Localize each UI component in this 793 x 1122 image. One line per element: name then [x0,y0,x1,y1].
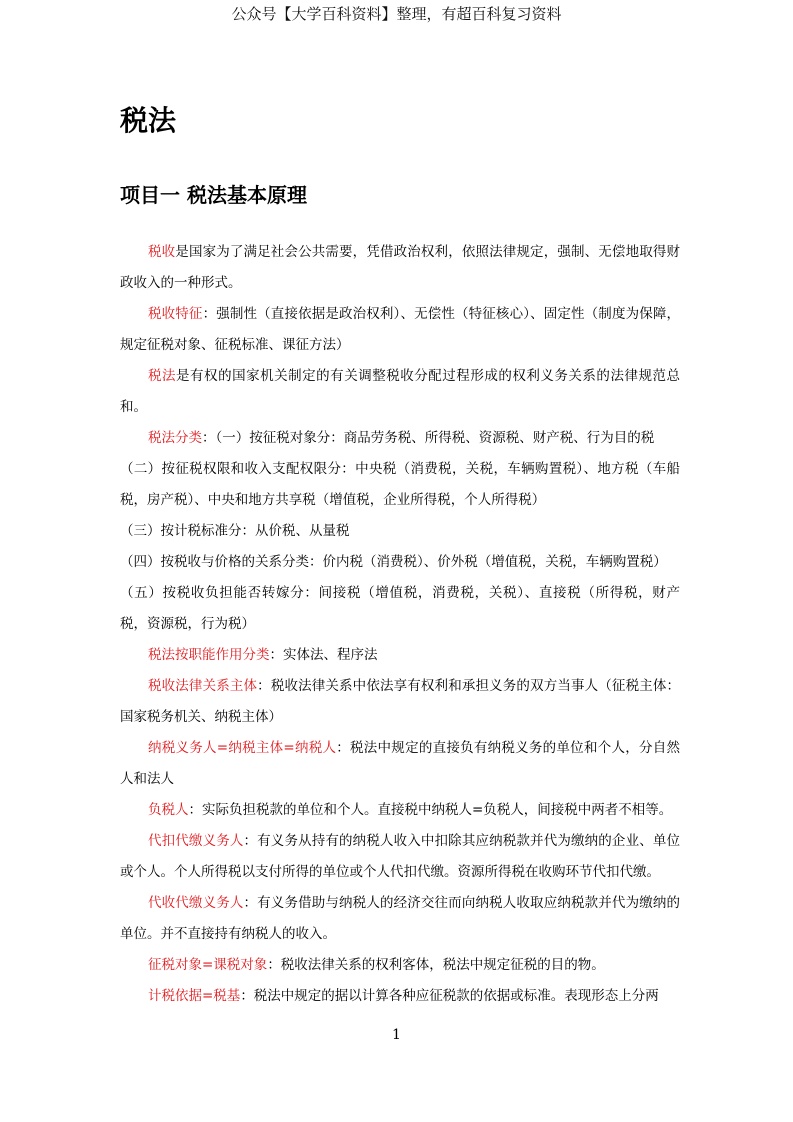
paragraph [120,547,680,578]
paragraph-text: 是国家为了满足社会公共需要，凭借政治权利，依照法律规定，强制、无偿地取得财政收入的一种形式。 [120,244,681,291]
paragraph [120,516,680,547]
paragraph [120,950,680,981]
paragraph [120,640,680,671]
paragraph [120,981,680,1012]
section-title: 项目一 税法基本原理 [120,183,307,207]
paragraph [120,826,680,888]
paragraph [120,423,680,454]
defined-term: 税收法律关系主体 [148,678,258,694]
defined-term: 征税对象=课税对象 [148,957,268,973]
paragraph-text: ：实体法、程序法 [269,647,378,663]
paragraph [120,454,680,516]
paragraph-text: 是有权的国家机关制定的有关调整税收分配过程形成的权利义务关系的法律规范总和。 [120,368,681,415]
paragraph-text: ：税收法律关系的权利客体，税法中规定征税的目的物。 [267,957,605,973]
paragraph [120,671,680,733]
paragraph [120,237,680,299]
paragraph [120,888,680,950]
paragraph-text: ：税收法律关系中依法享有权利和承担义务的双方当事人（征税主体：国家税务机关、纳税主体） [120,678,681,725]
paragraph-text: ：有义务借助与纳税人的经济交往而向纳税人收取应纳税款并代为缴纳的单位。并不直接持有纳税人的收入。 [120,895,681,942]
document-title: 税法 [120,104,177,137]
paragraph-text: （三）按计税标准分：从价税、从量税 [120,523,350,539]
paragraph [120,361,680,423]
defined-term: 税法 [148,368,177,384]
paragraph-text: ：实际负担税款的单位和个人。直接税中纳税人=负税人，间接税中两者不相等。 [188,802,673,818]
paragraph-text: ：强制性（直接依据是政治权利）、无偿性（特征核心）、固定性（制度为保障，规定征税对象、征税标准、课征方法） [120,306,681,353]
defined-term: 计税依据=税基 [148,988,241,1004]
defined-term: 税法按职能作用分类 [148,647,270,663]
paragraph [120,578,680,640]
defined-term: 负税人 [148,802,189,818]
paragraph-text: ：有义务从持有的纳税人收入中扣除其应纳税款并代为缴纳的企业、单位或个人。个人所得税以支付所得的单位或个人代扣代缴。资源所得税在收购环节代扣代缴。 [120,833,681,880]
document-body [120,237,680,1012]
paragraph-text: （二）按征税权限和收入支配权限分：中央税（消费税，关税，车辆购置税）、地方税（车船税，房产税）、中央和地方共享税（增值税，企业所得税，个人所得税） [120,461,680,508]
paragraph-text: ：（一）按征税对象分：商品劳务税、所得税、资源税、财产税、行为目的税 [202,430,655,446]
defined-term: 纳税义务人=纳税主体=纳税人 [148,740,337,756]
paragraph-text: （四）按税收与价格的关系分类：价内税（消费税）、价外税（增值税，关税，车辆购置税） [120,554,667,570]
page-number: 1 [392,1027,401,1043]
defined-term: 税收 [148,244,176,260]
defined-term: 代扣代缴义务人 [148,833,244,849]
defined-term: 税法分类 [148,430,202,446]
paragraph-text: （五）按税收负担能否转嫁分：间接税（增值税，消费税，关税）、直接税（所得税，财产税，资源税，行为税） [120,585,680,632]
paragraph-text: ：税法中规定的据以计算各种应征税款的依据或标准。表现形态上分两 [240,988,659,1004]
defined-term: 代收代缴义务人 [148,895,244,911]
paragraph [120,299,680,361]
paragraph [120,795,680,826]
defined-term: 税收特征 [148,306,203,322]
paragraph [120,733,680,795]
paragraph-text: ：税法中规定的直接负有纳税义务的单位和个人，分自然人和法人 [120,740,681,787]
page-header: 公众号【大学百科资料】整理，有超百科复习资料 [231,5,562,23]
